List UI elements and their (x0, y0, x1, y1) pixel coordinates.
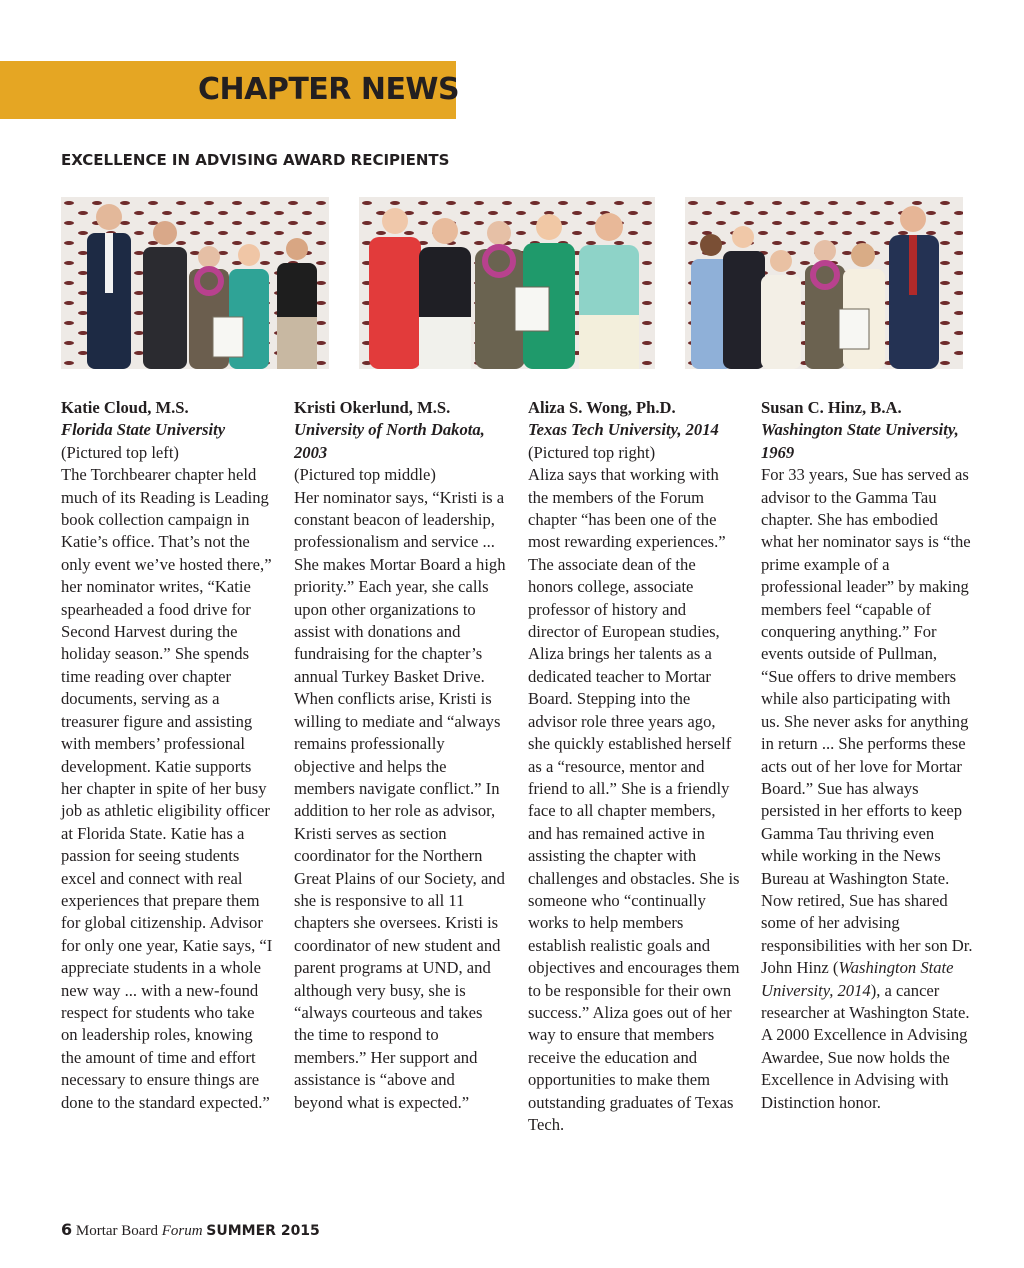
recipient-body: Aliza says that working with the members of the Forum chapter “has been one of the most rewarding experiences.” The associate dean of the honors college, associate professor of history and director of European studies, Aliza brings her talents as a dedicated teacher to Mortar Board. Stepping into the advisor role three years ago, she quickly established herself as a “resource, mentor and friend to all.” She is a friendly face to all chapter members, and has remained active in assisting the chapter with challenges and obstacles. She is someone who “continually works to help members establish realistic goals and objectives and encourages them to be responsible for their own success.” Aliza goes out of her way to ensure that members receive the education and opportunities to make them outstanding graduates of Texas Tech. (528, 465, 740, 1134)
recipient-susan-hinz (761, 397, 973, 1114)
recipient-katie-cloud (61, 397, 273, 1114)
page-number: 6 (61, 1220, 73, 1239)
recipient-school: Texas Tech University, 2014 (528, 420, 719, 440)
issue-label: SUMMER 2015 (206, 1223, 320, 1239)
photo-top-right (685, 197, 963, 369)
recipient-name: Aliza S. Wong, Ph.D. (528, 398, 676, 417)
article-subtitle: EXCELLENCE IN ADVISING AWARD RECIPIENTS (61, 151, 450, 169)
body-text: ), a cancer researcher at Washington State. A 2000 Excellence in Advising Awardee, Sue now holds the Excellence in Advising with Distinction honor. (761, 980, 970, 1112)
recipient-name: Susan C. Hinz, B.A. (761, 398, 902, 417)
magazine-name-italic: Forum (161, 1223, 203, 1239)
page-footer (61, 1220, 320, 1240)
body-text: For 33 years, Sue has served as advisor to the Gamma Tau chapter. She has embodied what her nominator says is “the prime example of a professional leader” by making members feel “capable of conquering anything.” For events outside of Pullman, “Sue offers to drive members while also participating with us. She never asks for anything in return ... She performs these acts out of her love for Mortar Board.” Sue has always persisted in her efforts to keep Gamma Tau thriving even while working in the News Bureau at Washington State. Now retired, Sue has shared some of her advising responsibilities with her son Dr. John Hinz ( (761, 465, 973, 978)
recipient-aliza-wong (528, 397, 740, 1136)
recipient-school: Washington State University, 1969 (761, 420, 959, 462)
photo-caption: (Pictured top middle) (294, 465, 436, 485)
magazine-name: Mortar Board (75, 1223, 158, 1239)
recipient-body: Her nominator says, “Kristi is a constant beacon of leadership, professionalism and service ... She makes Mortar Board a high priority.” Each year, she calls upon other organizations to assist with donations and fundraising for the chapter’s annual Turkey Basket Drive. When conflicts arise, Kristi is willing to mediate and “always remains professionally objective and helps the members navigate conflict.” In addition to her role as advisor, Kristi serves as section coordinator for the Northern Great Plains of our Society, and she is responsive to all 11 chapters she oversees. Kristi is coordinator of new student and parent programs at UND, and although very busy, she is “always courteous and takes the time to respond to members.” Her support and assistance is “above and beyond what is expected.” (294, 487, 506, 1112)
body-italic: Washington State University, 2014 (761, 958, 954, 1000)
photo-top-left (61, 197, 329, 369)
section-title: CHAPTER NEWS (198, 72, 460, 107)
recipient-school: Florida State University (61, 420, 226, 440)
recipient-name: Kristi Okerlund, M.S. (294, 398, 451, 417)
recipient-name: Katie Cloud, M.S. (61, 398, 189, 417)
photo-top-middle (359, 197, 655, 369)
recipient-school: University of North Dakota, 2003 (294, 420, 485, 462)
recipient-kristi-okerlund (294, 397, 506, 1114)
recipient-body (761, 464, 973, 1114)
photo-caption: (Pictured top left) (61, 442, 179, 462)
photo-caption: (Pictured top right) (528, 442, 656, 462)
recipient-body: The Torchbearer chapter held much of its Reading is Leading book collection campaign in Katie’s office. That’s not the only event we’ve hosted there,” her nominator writes, “Katie spearheaded a food drive for Second Harvest during the holiday season.” She spends time reading over chapter documents, serving as a treasurer figure and assisting with members’ professional development. Katie supports her chapter in spite of her busy job as athletic eligibility officer at Florida State. Katie has a passion for seeing students excel and connect with real experiences that prepare them for global citizenship. Advisor for only one year, Katie says, “I appreciate students in a whole new way ... with a new-found respect for students who take on leadership roles, knowing the amount of time and effort necessary to ensure things are done to the standard expected.” (61, 465, 273, 1112)
